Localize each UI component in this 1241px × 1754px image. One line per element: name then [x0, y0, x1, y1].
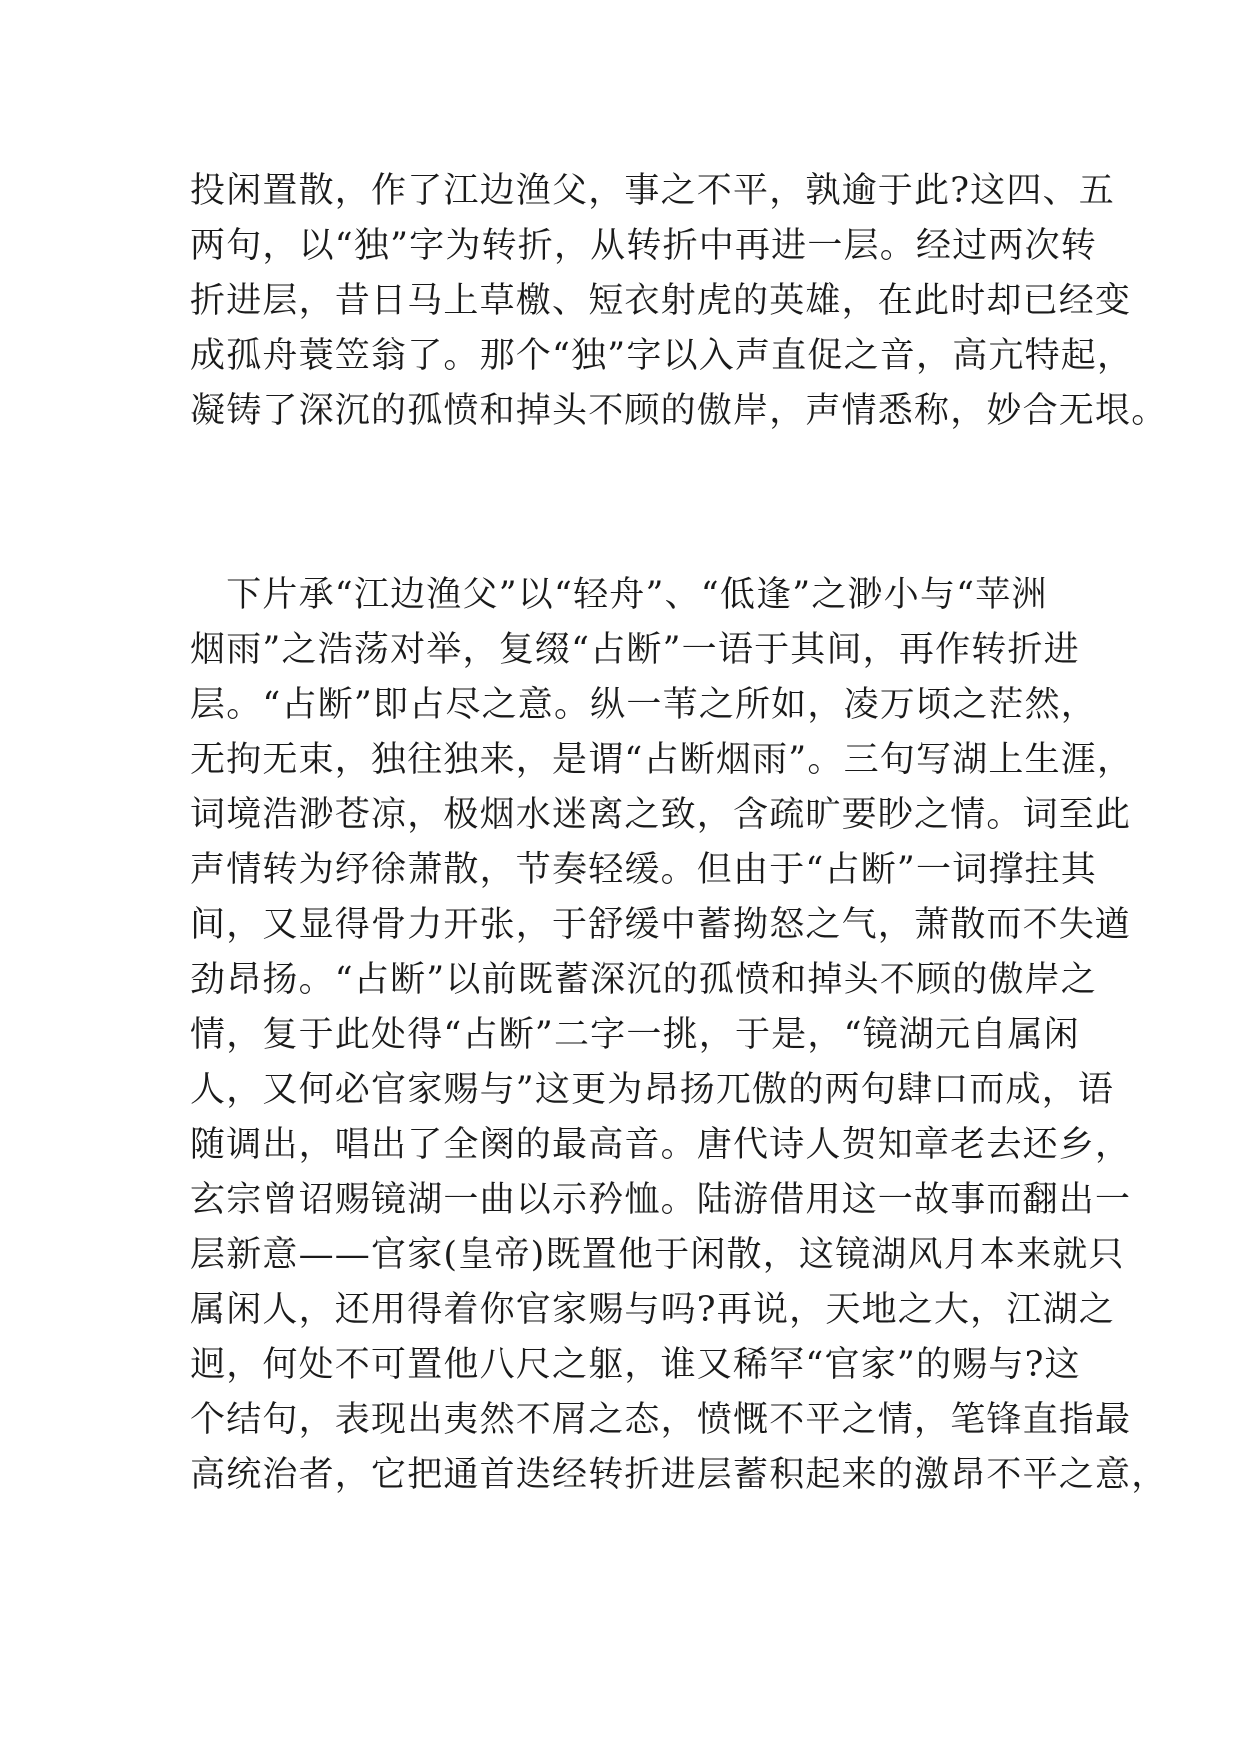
text-line: 劲昂扬。“占断”以前既蓄深沉的孤愤和掉头不顾的傲岸之 [190, 960, 1097, 1000]
text-line: 投闲置散，作了江边渔父，事之不平，孰逾于此?这四、五 [190, 171, 1115, 211]
text-line: 迥，何处不可置他八尺之躯，谁又稀罕“官家”的赐与?这 [190, 1345, 1081, 1385]
text-line: 属闲人，还用得着你官家赐与吗?再说，天地之大，江湖之 [190, 1290, 1115, 1330]
text-line: 下片承“江边渔父”以“轻舟”、“低逢”之渺小与“苹洲 [190, 575, 1048, 615]
text-line: 个结句，表现出夷然不屑之态，愤慨不平之情，笔锋直指最 [190, 1400, 1132, 1440]
text-line: 成孤舟蓑笠翁了。那个“独”字以入声直促之音，高亢特起， [190, 336, 1134, 376]
text-line: 烟雨”之浩荡对举，复缀“占断”一语于其间，再作转折进 [190, 630, 1080, 670]
text-line: 词境浩渺苍凉，极烟水迷离之致，含疏旷要眇之情。词至此 [190, 795, 1132, 835]
text-line: 层。“占断”即占尽之意。纵一苇之所如，凌万顷之茫然， [190, 685, 1097, 725]
text-line: 声情转为纾徐萧散，节奏轻缓。但由于“占断”一词撑拄其 [190, 850, 1097, 890]
paragraph-2 [190, 568, 1168, 1503]
paragraph-1 [190, 164, 1168, 439]
text-line: 间，又显得骨力开张，于舒缓中蓄拗怒之气，萧散而不失遒 [190, 905, 1132, 945]
text-line: 随调出，唱出了全阕的最高音。唐代诗人贺知章老去还乡， [190, 1125, 1132, 1165]
text-line: 层新意——官家(皇帝)既置他于闲散，这镜湖风月本来就只 [190, 1235, 1125, 1275]
text-line: 凝铸了深沉的孤愤和掉头不顾的傲岸，声情悉称，妙合无垠。 [190, 391, 1168, 431]
text-line: 情，复于此处得“占断”二字一挑，于是，“镜湖元自属闲 [190, 1015, 1080, 1055]
text-line: 折进层，昔日马上草檄、短衣射虎的英雄，在此时却已经变 [190, 281, 1132, 321]
text-line: 高统治者，它把通首迭经转折进层蓄积起来的激昂不平之意， [190, 1455, 1168, 1495]
text-line: 玄宗曾诏赐镜湖一曲以示矜恤。陆游借用这一故事而翻出一 [190, 1180, 1132, 1220]
text-line: 两句，以“独”字为转折，从转折中再进一层。经过两次转 [190, 226, 1097, 266]
text-line: 人，又何必官家赐与”这更为昂扬兀傲的两句肆口而成，语 [190, 1070, 1115, 1110]
text-line: 无拘无束，独往独来，是谓“占断烟雨”。三句写湖上生涯， [190, 740, 1134, 780]
